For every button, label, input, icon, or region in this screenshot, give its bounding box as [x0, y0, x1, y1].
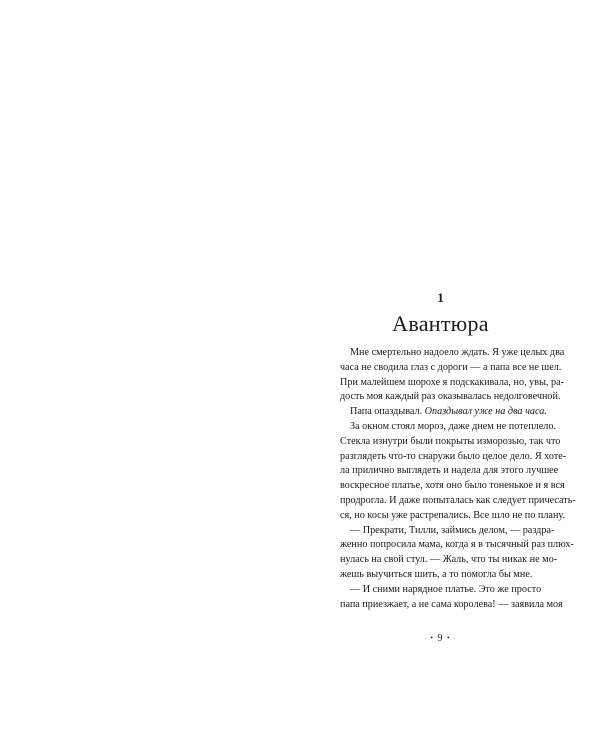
text-line: За окном стоял мороз, даже днем не потеплело. — [350, 420, 556, 432]
ornament-dot-icon: • — [447, 634, 451, 642]
text-line: Стекла изнутри были покрыты изморозью, так что — [340, 435, 561, 447]
page-number-footer — [340, 632, 541, 645]
chapter-title: Авантюра — [392, 311, 489, 336]
ornament-dot-icon: • — [430, 634, 434, 642]
text-line — [340, 405, 547, 420]
text-line: — Прекрати, Тилли, займись делом, — раздра- — [350, 524, 555, 536]
text-line: часа не сводила глаз с дороги — а папа все не шел. — [340, 361, 562, 373]
text-line: разглядеть что-то снаружи было целое дело. Я хоте- — [340, 450, 567, 462]
text-line: При малейшем шорохе я подскакивала, но, увы, ра- — [340, 376, 565, 388]
text-line: ся, но косы уже растрепались. Все шло не по плану. — [340, 509, 566, 521]
text-line: Мне смертельно надоело ждать. Я уже целых два — [350, 347, 565, 358]
text-line: воскресное платье, хотя оно было тоненькое и я вся — [340, 480, 565, 492]
text-line: продрогла. И даже попыталась как следует причесать- — [340, 494, 576, 506]
text-line: жешь выучиться шить, а то помогла бы мне. — [340, 568, 533, 580]
text-line: дость моя каждый раз оказывалась недолговечной. — [340, 391, 561, 403]
text-line: папа приезжает, а не сама королева! — заявила моя — [340, 598, 563, 610]
text-run: Папа опаздывал. — [350, 406, 423, 418]
body-text — [340, 346, 576, 612]
italic-text-run: Опаздывал уже на два часа. — [424, 406, 547, 418]
text-line: — И сними нарядное платье. Это же просто — [350, 583, 542, 595]
text-line: женно попросила мама, когда я в тысячный раз плюх- — [340, 539, 574, 551]
text-line: ла прилично выглядеть и надела для этого лучшее — [340, 465, 559, 477]
page-number: 9 — [437, 633, 444, 644]
chapter-number: 1 — [437, 290, 444, 305]
text-line: нулась на свой стул. — Жаль, что ты никак не мо- — [340, 554, 558, 566]
